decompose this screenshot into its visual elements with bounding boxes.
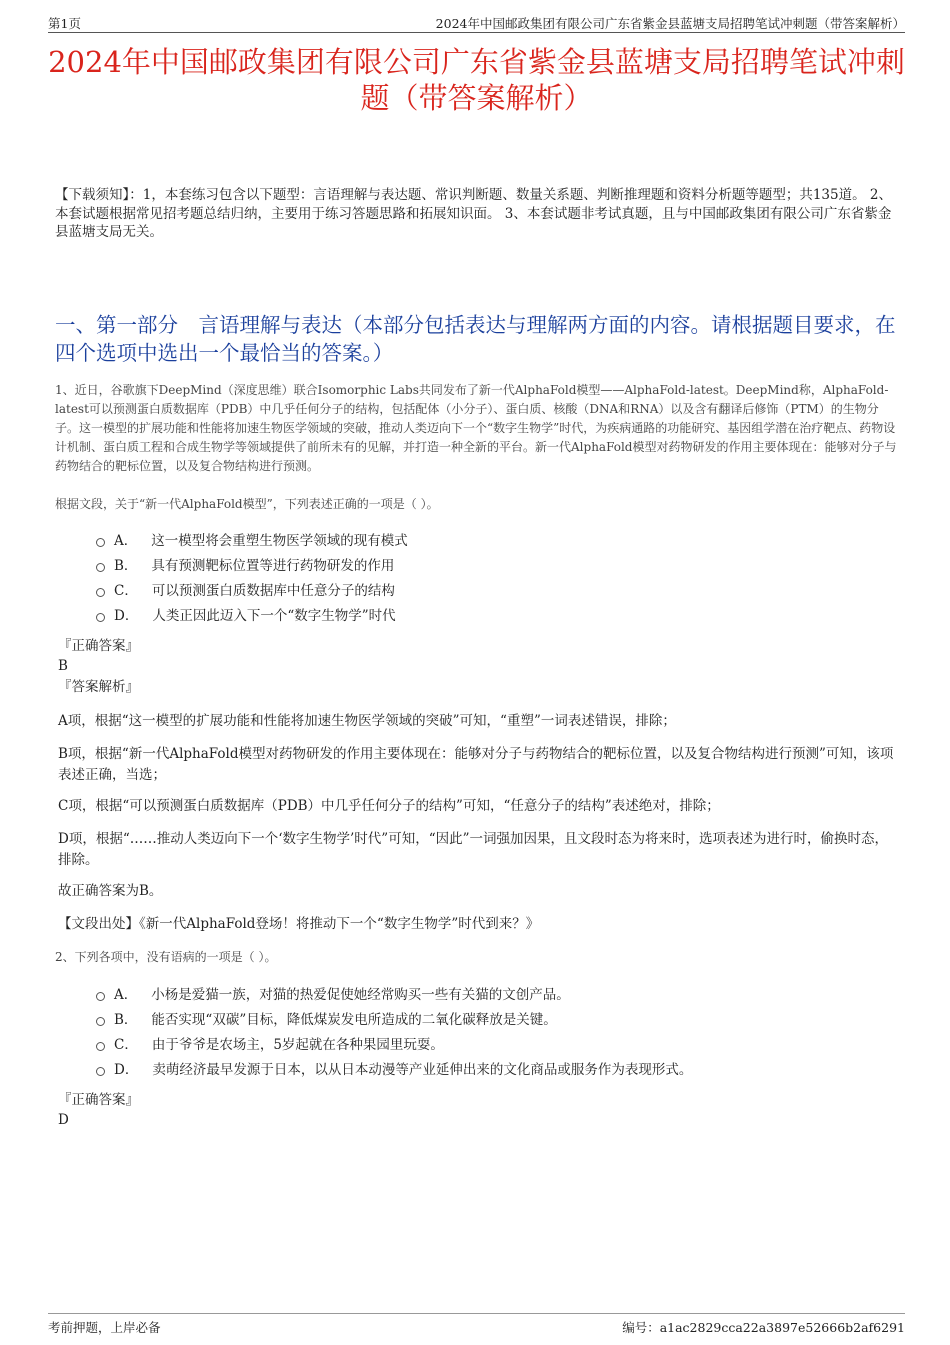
option-letter: B． [114, 558, 138, 574]
footer-serial: 编号：a1ac2829cca22a3897e52666b2af6291 [622, 1320, 905, 1335]
radio-icon[interactable] [96, 1067, 105, 1076]
source-citation: 【文段出处】《新一代AlphaFold登场！将推动下一个“数字生物学”时代到来？》 [58, 916, 540, 932]
analysis-conclusion: 故正确答案为B。 [58, 883, 163, 899]
option-text: 具有预测靶标位置等进行药物研发的作用 [151, 558, 395, 574]
answer-value: D [58, 1112, 69, 1128]
answer-label: 『正确答案』 [58, 638, 139, 654]
option-text: 小杨是爱猫一族，对猫的热爱促使她经常购买一些有关猫的文创产品。 [151, 987, 570, 1003]
option-b[interactable] [96, 554, 900, 579]
analysis-label: 『答案解析』 [58, 679, 139, 695]
page-footer [48, 1313, 905, 1338]
analysis-paragraph: B项，根据“新一代AlphaFold模型对药物研发的作用主要体现在：能够对分子与药物结合的靶标位置，以及复合物结构进行预测”可知，该项表述正确，当选； [58, 746, 894, 783]
option-d[interactable] [96, 604, 900, 629]
radio-icon[interactable] [96, 1042, 105, 1051]
section-heading: 一、第一部分 言语理解与表达（本部分包括表达与理解两方面的内容。请根据题目要求，在四个选项中选出一个最恰当的答案。） [55, 313, 896, 365]
option-text: 能否实现“双碳”目标，降低煤炭发电所造成的二氧化碳释放是关键。 [151, 1012, 557, 1028]
radio-icon[interactable] [96, 563, 105, 572]
option-c[interactable] [96, 1033, 900, 1058]
question-1-options [96, 529, 900, 629]
page-title: 2024年中国邮政集团有限公司广东省紫金县蓝塘支局招聘笔试冲刺题（带答案解析） [48, 45, 905, 115]
answer-value: B [58, 658, 68, 674]
option-letter: D． [114, 608, 139, 624]
question-2-options [96, 983, 900, 1083]
option-letter: C． [114, 583, 138, 599]
option-text: 由于爷爷是农场主，5岁起就在各种果园里玩耍。 [151, 1037, 444, 1053]
option-d[interactable] [96, 1058, 900, 1083]
radio-icon[interactable] [96, 588, 105, 597]
answer-label: 『正确答案』 [58, 1092, 139, 1108]
question-2-text: 2、下列各项中，没有语病的一项是（ ）。 [55, 950, 277, 964]
analysis-paragraph: C项，根据“可以预测蛋白质数据库（PDB）中几乎任何分子的结构”可知，“任意分子的结构”表述绝对，排除； [58, 798, 720, 814]
option-a[interactable] [96, 529, 900, 554]
option-letter: A． [114, 987, 138, 1003]
option-text: 卖萌经济最早发源于日本，以从日本动漫等产业延伸出来的文化商品或服务作为表现形式。 [152, 1062, 693, 1078]
option-b[interactable] [96, 1008, 900, 1033]
analysis-paragraph: A项，根据“这一模型的扩展功能和性能将加速生物医学领域的突破”可知，“重塑”一词表述错误，排除； [58, 713, 676, 729]
download-notice: 【下载须知】：1，本套练习包含以下题型：言语理解与表达题、常识判断题、数量关系题、判断推理题和资料分析题等题型；共135道。 2、本套试题根据常见招考题总结归纳，主要用于练习答题思路和拓展知识面。 3、本套试题非考试真题，且与中国邮政集团有限公司广东省紫金县蓝塘支局无关。 [55, 187, 892, 240]
page-header [48, 12, 905, 33]
option-text: 人类正因此迈入下一个“数字生物学”时代 [152, 608, 396, 624]
question-1-prompt: 根据文段，关于“新一代AlphaFold模型”，下列表述正确的一项是（ ）。 [55, 497, 439, 511]
page-number: 第1页 [48, 16, 81, 31]
option-a[interactable] [96, 983, 900, 1008]
analysis-paragraph: D项，根据“……推动人类迈向下一个‘数字生物学’时代”可知，“因此”一词强加因果，且文段时态为将来时，选项表述为进行时，偷换时态，排除。 [58, 831, 889, 868]
radio-icon[interactable] [96, 992, 105, 1001]
option-c[interactable] [96, 579, 900, 604]
option-text: 可以预测蛋白质数据库中任意分子的结构 [151, 583, 395, 599]
option-letter: B． [114, 1012, 138, 1028]
option-letter: C． [114, 1037, 138, 1053]
radio-icon[interactable] [96, 538, 105, 547]
radio-icon[interactable] [96, 1017, 105, 1026]
header-doc-title: 2024年中国邮政集团有限公司广东省紫金县蓝塘支局招聘笔试冲刺题（带答案解析） [435, 16, 905, 31]
footer-slogan: 考前押题，上岸必备 [48, 1320, 161, 1335]
radio-icon[interactable] [96, 613, 105, 622]
question-1-text: 1、近日，谷歌旗下DeepMind（深度思维）联合Isomorphic Labs共同发布了新一代AlphaFold模型——AlphaFold-latest。DeepMind称，AlphaFold-latest可以预测蛋白质数据库（PDB）中几乎任何分子的结构，包括配体（小分子）、蛋白质、核酸（DNA和RNA）以及含有翻译后修饰（PTM）的生物分子。这一模型的扩展功能和性能将加速生物医学领域的突破，推动人类迈向下一个“数字生物学”时代，为疾病通路的功能研究、基因组学潜在治疗靶点、药物设计机制、蛋白质工程和合成生物学等领域提供了前所未有的见解，并打造一种全新的平台。新一代AlphaFold模型对药物研发的作用主要体现在：能够对分子与药物结合的靶标位置，以及复合物结构进行预测。 [55, 383, 897, 473]
option-letter: D． [114, 1062, 139, 1078]
option-letter: A． [114, 533, 138, 549]
option-text: 这一模型将会重塑生物医学领域的现有模式 [151, 533, 408, 549]
